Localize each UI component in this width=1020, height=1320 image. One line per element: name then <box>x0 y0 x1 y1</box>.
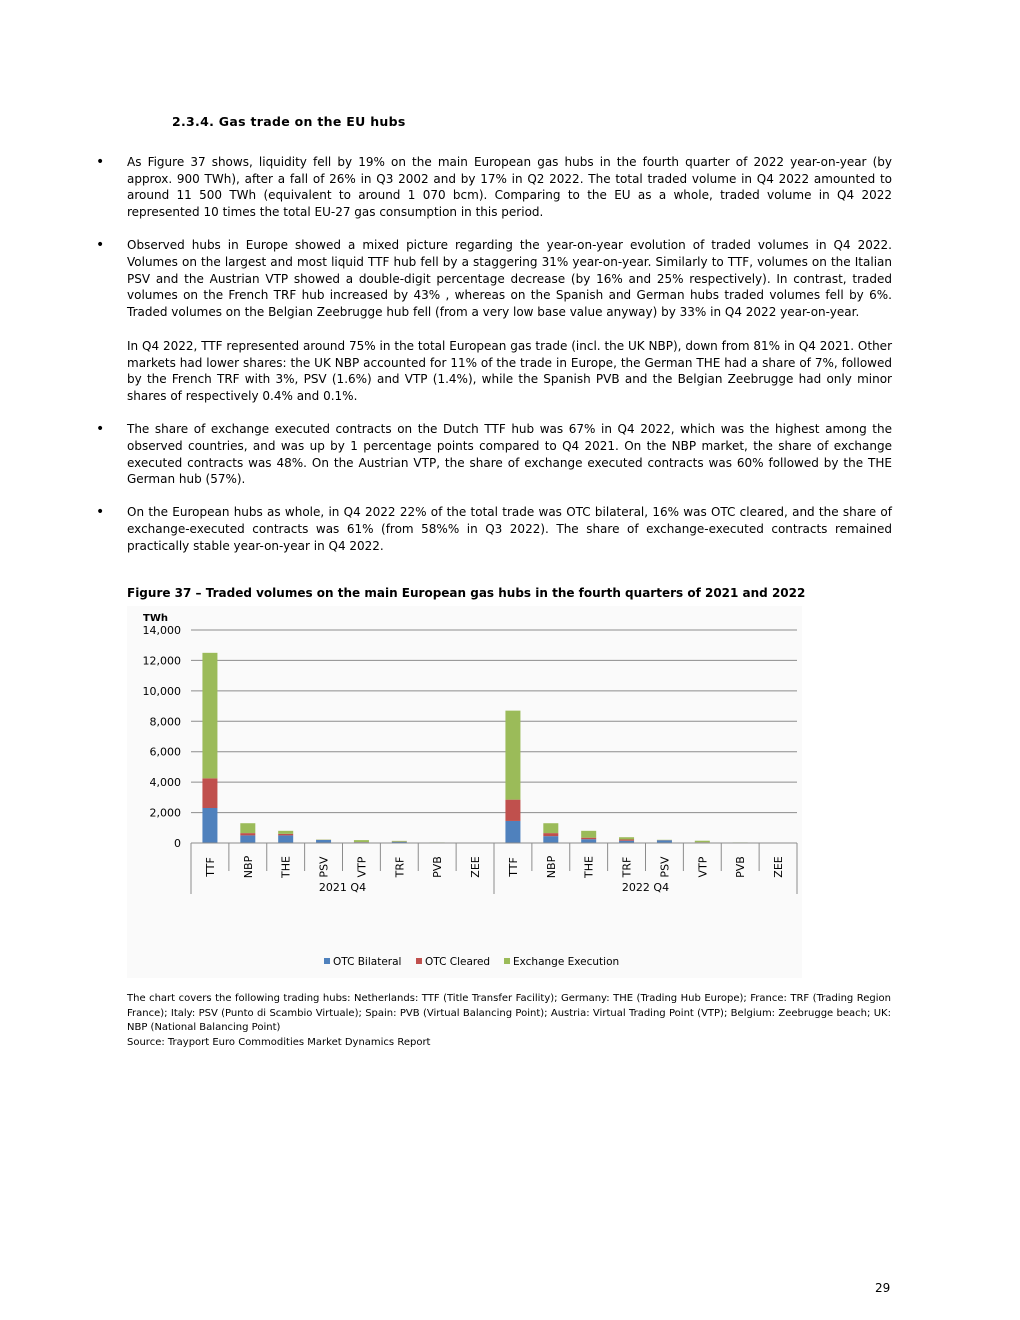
x-tick-label: TTF <box>203 857 217 877</box>
x-group-label: 2021 Q4 <box>318 881 367 894</box>
y-tick-label: 10,000 <box>142 684 181 698</box>
x-tick-label: PVB <box>431 856 445 878</box>
bullet-marker: • <box>96 154 105 170</box>
x-tick-label: PSV <box>658 856 672 878</box>
bar-segment <box>240 823 255 833</box>
bar-segment <box>581 831 596 838</box>
figure-title: Figure 37 – Traded volumes on the main European gas hubs in the fourth quarters of 2021 and 2022 <box>127 586 806 600</box>
figure-caption: The chart covers the following trading hubs: Netherlands: TTF (Title Transfer Facility); Germany: THE (Trading Hub Europe); France: TRF (Trading Region France); Italy: PSV (Punto di Scambio Virtuale); Spain: PVB (Virtual Balancing Point); Austria: Virtual Trading Point (VTP); Belgium: Zeebrugge beach; UK: NBP (National Balancing Point) <box>127 993 891 1034</box>
bar-segment <box>619 840 634 841</box>
bar-segment <box>581 839 596 843</box>
stacked-bar-chart <box>127 606 802 978</box>
figure-notes <box>127 992 891 1050</box>
bar-segment <box>202 808 217 843</box>
x-tick-label: TRF <box>393 856 407 878</box>
legend-label: OTC Cleared <box>425 956 491 968</box>
bar-segment <box>278 834 293 836</box>
bullet-marker: • <box>96 421 105 438</box>
bullet-paragraph: The share of exchange executed contracts on the Dutch TTF hub was 67% in Q4 2022, which was the highest among the observed countries, and was up by 1 percentage points compared to Q4 2021. On the NBP market, the share of exchange executed contracts was 48%. On the Austrian VTP, the share of exchange executed contracts was 60% followed by the THE German hub (57%). <box>127 422 892 487</box>
x-tick-label: THE <box>279 856 293 878</box>
bullet-paragraph: As Figure 37 shows, liquidity fell by 19% on the main European gas hubs in the fourth quarter of 2022 year-on-year (by approx. 900 TWh), after a fall of 26% in Q3 2002 and by 17% in Q2 2022. The total traded volume in Q4 2022 amounted to around 11 500 TWh (equivalent to around 1 070 bcm). Comparing to the EU as a whole, traded volume in Q4 2022 represented 10 times the total EU-27 gas consumption in this period. <box>127 155 892 220</box>
bar-segment <box>278 831 293 834</box>
bullet-item <box>96 504 892 554</box>
bar-segment <box>581 838 596 840</box>
x-tick-label: ZEE <box>469 856 483 878</box>
section-heading: 2.3.4. Gas trade on the EU hubs <box>172 114 406 129</box>
bar-segment <box>202 778 217 808</box>
legend-swatch <box>504 958 510 964</box>
legend-label: Exchange Execution <box>513 956 620 968</box>
bar-segment <box>543 833 558 836</box>
bar-segment <box>543 836 558 843</box>
bar-segment <box>240 835 255 843</box>
bar-segment <box>543 823 558 833</box>
chart-container <box>127 606 802 978</box>
x-tick-label: TRF <box>620 856 634 878</box>
bullet-paragraph: In Q4 2022, TTF represented around 75% in the total European gas trade (incl. the UK NBP), down from 81% in Q4 2021. Other markets had lower shares: the UK NBP accounted for 11% of the trade in Europe, the German THE had a share of 7%, followed by the French TRF with 3%, PSV (1.6%) and VTP (1.4%), while the Spanish PVB and the Belgian Zeebrugge had only minor shares of respectively 0.4% and 0.1%. <box>127 338 892 403</box>
x-tick-label: PSV <box>317 856 331 878</box>
bullet-paragraph: Observed hubs in Europe showed a mixed picture regarding the year-on-year evolution of traded volumes in Q4 2022. Volumes on the largest and most liquid TTF hub fell by a staggering 31% year-on-year. Similarly to TTF, volumes on the Italian PSV and the Austrian VTP showed a double-digit percentage decrease (by 16% and 25% respectively). In contrast, traded volumes on the French TRF hub increased by 43% , whereas on the Spanish and German hubs traded volumes fell by 6%. Traded volumes on the Belgian Zeebrugge hub fell (from a very low base value anyway) by 33% in Q4 2022 year-on-year. <box>127 238 892 320</box>
bar-segment <box>695 841 710 843</box>
x-tick-label: THE <box>582 856 596 878</box>
x-tick-label: NBP <box>544 855 558 879</box>
y-tick-label: 0 <box>174 837 181 850</box>
y-axis-unit-label: TWh <box>143 613 168 624</box>
bullet-marker: • <box>96 237 105 254</box>
bar-segment <box>354 840 369 842</box>
y-tick-label: 14,000 <box>142 624 181 637</box>
bar-segment <box>505 821 520 843</box>
bar-segment <box>505 711 520 800</box>
legend-label: OTC Bilateral <box>333 956 402 968</box>
legend-swatch <box>324 958 330 964</box>
bullet-marker: • <box>96 504 105 521</box>
y-tick-label: 12,000 <box>142 654 181 668</box>
y-tick-label: 6,000 <box>149 745 181 759</box>
x-group-label: 2022 Q4 <box>621 881 670 894</box>
y-tick-label: 4,000 <box>149 776 181 790</box>
x-tick-label: NBP <box>241 855 255 879</box>
bar-segment <box>202 653 217 779</box>
x-tick-label: VTP <box>696 856 710 878</box>
x-tick-label: PVB <box>734 856 748 878</box>
legend-swatch <box>416 958 422 964</box>
figure-source: Source: Trayport Euro Commodities Market Dynamics Report <box>127 1036 431 1048</box>
bullet-paragraph: On the European hubs as whole, in Q4 2022 22% of the total trade was OTC bilateral, 16% was OTC cleared, and the share of exchange-executed contracts was 61% (from 58%% in Q3 2022). The share of exchange-executed contracts remained practically stable year-on-year in Q4 2022. <box>127 505 892 553</box>
x-tick-label: TTF <box>506 857 520 877</box>
bar-segment <box>392 841 407 842</box>
bar-segment <box>278 835 293 843</box>
page-number: 29 <box>875 1281 891 1295</box>
bullet-item <box>96 237 892 404</box>
bullet-item <box>96 421 892 488</box>
bullet-item <box>96 154 892 221</box>
x-tick-label: ZEE <box>772 856 786 878</box>
x-tick-label: VTP <box>355 856 369 878</box>
bar-segment <box>619 837 634 839</box>
y-tick-label: 8,000 <box>149 715 181 729</box>
bar-segment <box>505 800 520 821</box>
y-tick-label: 2,000 <box>149 806 181 820</box>
bullet-list <box>96 154 892 571</box>
bar-segment <box>240 833 255 835</box>
